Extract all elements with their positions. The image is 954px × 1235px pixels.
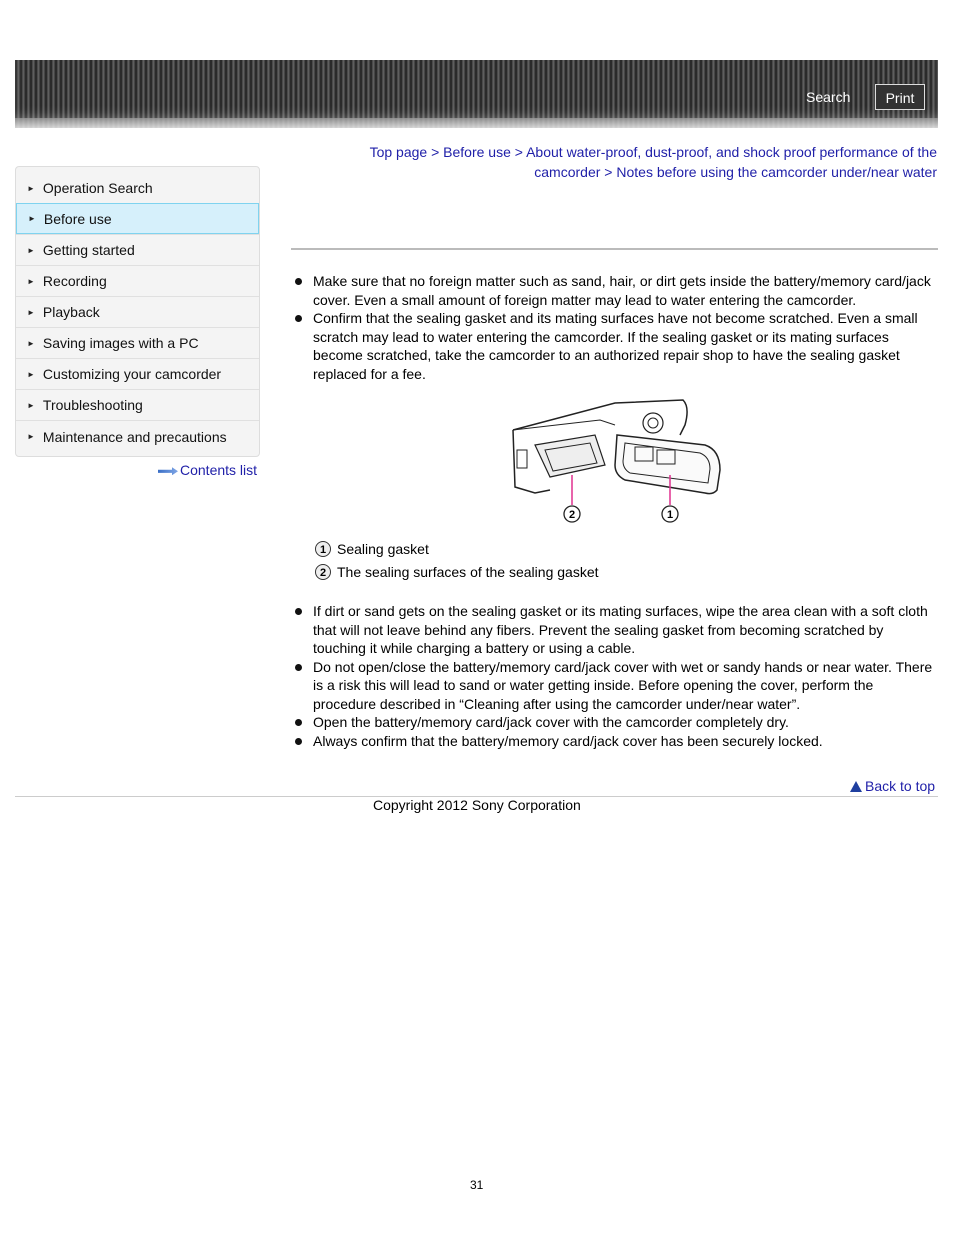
list-item: Make sure that no foreign matter such as sand, hair, or dirt gets inside the battery/memory card/jack cover. Even a small amount of foreign matter may lead to water entering the camcorder. (291, 272, 938, 309)
sidebar-item-label: Customizing your camcorder (42, 366, 222, 382)
back-to-top-label: Back to top (865, 778, 936, 794)
sidebar-item-operation-search[interactable] (16, 167, 259, 203)
back-to-top-link[interactable] (850, 778, 935, 794)
sidebar-nav (15, 166, 260, 457)
list-item: If dirt or sand gets on the sealing gasket or its mating surfaces, wipe the area clean with a soft cloth that will not leave behind any fibers. Prevent the sealing gasket from becoming scratched by touching it while charging a battery or using a cable. (291, 602, 938, 658)
callout-label: 1 (666, 509, 674, 521)
bullet-list-top (291, 272, 938, 383)
breadcrumb (340, 142, 937, 182)
sidebar-item-label: Playback (42, 304, 100, 320)
triangle-right-icon: ► (27, 400, 35, 410)
triangle-right-icon: ► (28, 214, 36, 223)
sidebar-item-playback[interactable] (16, 296, 259, 327)
sidebar-item-label: Recording (42, 273, 107, 289)
triangle-right-icon: ► (27, 369, 35, 379)
legend-item (315, 537, 599, 560)
sidebar-item-label: Operation Search (42, 180, 153, 196)
breadcrumb-separator: > (604, 164, 613, 180)
title-divider (291, 248, 938, 250)
list-item: Do not open/close the battery/memory card/jack cover with wet or sandy hands or near water. There is a risk this will lead to sand or water getting inside. Before opening the cover, perform the procedure described in “Cleaning after using the camcorder under/near water”. (291, 658, 938, 714)
breadcrumb-current[interactable]: Notes before using the camcorder under/near water (616, 164, 937, 180)
number-circle-icon: 1 (315, 541, 331, 557)
sidebar-item-maintenance[interactable] (16, 420, 259, 456)
sidebar-item-troubleshooting[interactable] (16, 389, 259, 420)
triangle-right-icon: ► (27, 338, 35, 348)
sidebar-item-label: Saving images with a PC (42, 335, 199, 351)
contents-list-link[interactable] (158, 462, 257, 478)
legend-item (315, 560, 599, 583)
legend-text: The sealing surfaces of the sealing gasket (337, 563, 599, 580)
sidebar-item-label: Getting started (42, 242, 135, 258)
copyright-text: Copyright 2012 Sony Corporation (373, 797, 581, 813)
sidebar-item-recording[interactable] (16, 265, 259, 296)
triangle-right-icon: ► (27, 245, 35, 255)
legend-text: Sealing gasket (337, 540, 429, 557)
contents-list-label: Contents list (180, 462, 258, 478)
sidebar-item-label: Before use (43, 210, 112, 227)
triangle-right-icon: ► (27, 183, 35, 193)
breadcrumb-water-proof[interactable]: About water-proof, dust-proof, and shock proof performance of the camcorder (526, 144, 937, 180)
triangle-right-icon: ► (27, 432, 35, 441)
breadcrumb-top-page[interactable]: Top page (369, 144, 428, 160)
page-number: 31 (470, 1178, 484, 1192)
header-banner (15, 60, 938, 128)
triangle-right-icon: ► (27, 276, 35, 286)
sidebar-item-customizing[interactable] (16, 358, 259, 389)
list-item: Confirm that the sealing gasket and its mating surfaces have not become scratched. Even a small scratch may lead to water entering the camcorder. If the sealing gasket or its mating surfaces become scratched, take the camcorder to an authorized repair shop to have the sealing gasket replaced for a fee. (291, 309, 938, 383)
sidebar-item-getting-started[interactable] (16, 234, 259, 265)
search-link[interactable]: Search (806, 89, 851, 105)
triangle-right-icon: ► (27, 307, 35, 317)
arrow-right-icon (158, 467, 178, 475)
print-button[interactable]: Print (875, 84, 925, 110)
sidebar-item-saving-images[interactable] (16, 327, 259, 358)
callout-label: 2 (568, 509, 576, 521)
list-item: Always confirm that the battery/memory card/jack cover has been securely locked. (291, 732, 938, 751)
sidebar-item-before-use[interactable] (16, 203, 259, 234)
bullet-list-bottom (291, 602, 938, 750)
breadcrumb-separator: > (431, 144, 440, 160)
number-circle-icon: 2 (315, 564, 331, 580)
figure-legend (315, 537, 599, 583)
sidebar-item-label: Troubleshooting (42, 397, 143, 413)
camcorder-gasket-illustration (505, 395, 730, 530)
triangle-up-icon (850, 781, 862, 792)
list-item: Open the battery/memory card/jack cover with the camcorder completely dry. (291, 713, 938, 732)
sidebar-item-label: Maintenance and precautions (42, 428, 227, 445)
breadcrumb-separator: > (514, 144, 523, 160)
breadcrumb-before-use[interactable]: Before use (443, 144, 511, 160)
